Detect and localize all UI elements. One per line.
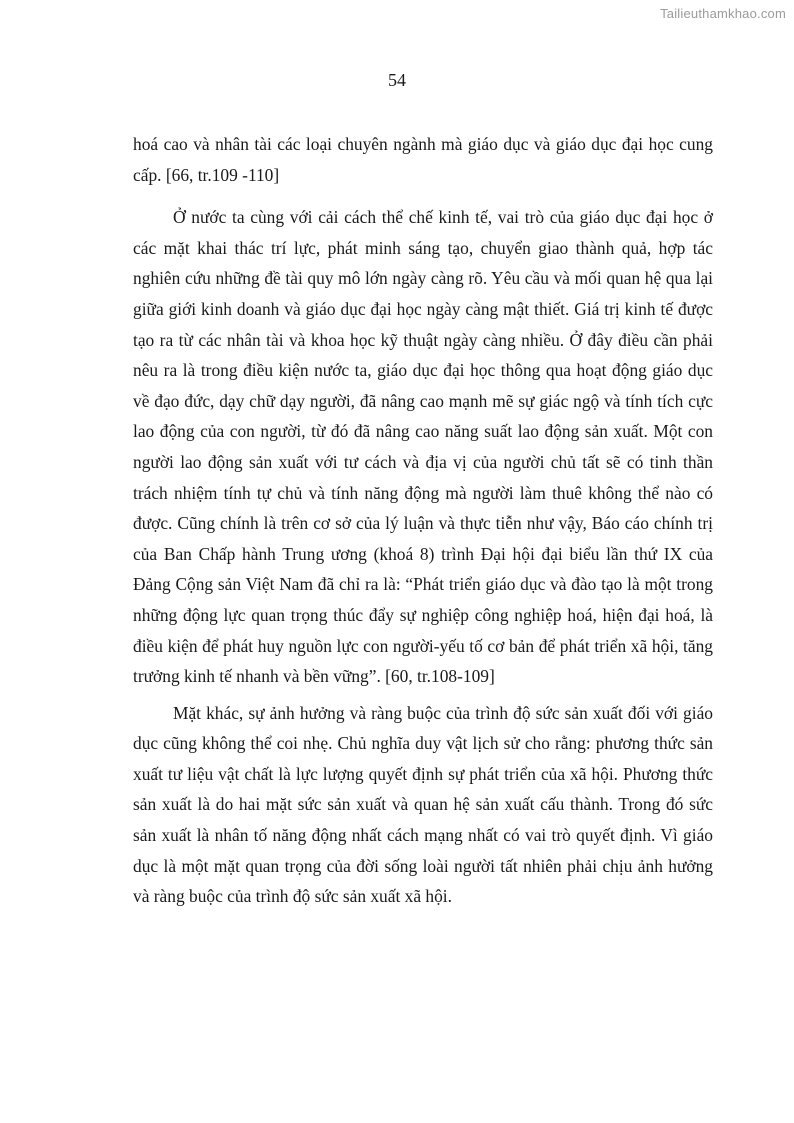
paragraph-economic-role: Ở nước ta cùng với cải cách thể chế kinh tế, vai trò của giáo dục đại học ở các mặt khai thác trí lực, phát minh sáng tạo, chuyển giao thành quả, hợp tác nghiên cứu những đề tài quy mô lớn ngày càng rõ. Yêu cầu và mối quan hệ qua lại giữa giới kinh doanh và giáo dục đại học ngày càng mật thiết. Giá trị kinh tế được tạo ra từ các nhân tài và khoa học kỹ thuật ngày càng nhiều. Ở đây điều cần phải nêu ra là trong điều kiện nước ta, giáo dục đại học thông qua hoạt động giáo dục về đạo đức, dạy chữ dạy người, đã nâng cao mạnh mẽ sự giác ngộ và tính tích cực lao động của con người, từ đó đã nâng cao năng suất lao động sản xuất. Một con người lao động sản xuất với tư cách và địa vị của người chủ tất sẽ có tinh thần trách nhiệm tính tự chủ và tính năng động mà người làm thuê không thể nào có được. Cũng chính là trên cơ sở của lý luận và thực tiễn như vậy, Báo cáo chính trị của Ban Chấp hành Trung ương (khoá 8) trình Đại hội đại biểu lần thứ IX của Đảng Cộng sản Việt Nam đã chỉ ra là: “Phát triển giáo dục và đào tạo là một trong những động lực quan trọng thúc đẩy sự nghiệp công nghiệp hoá, hiện đại hoá, là điều kiện để phát huy nguồn lực con người-yếu tố cơ bản để phát triển xã hội, tăng trưởng kinh tế nhanh và bền vững”. [60, tr.108-109] <box>133 207 713 687</box>
watermark-text: Tailieuthamkhao.com <box>660 6 786 21</box>
paragraph-continuation: hoá cao và nhân tài các loại chuyên ngành mà giáo dục và giáo dục đại học cung cấp. [66, tr.109 -110] <box>133 134 713 185</box>
paragraph-production-forces: Mặt khác, sự ảnh hưởng và ràng buộc của trình độ sức sản xuất đối với giáo dục cũng không thể coi nhẹ. Chủ nghĩa duy vật lịch sử cho rằng: phương thức sản xuất tư liệu vật chất là lực lượng quyết định sự phát triển của xã hội. Phương thức sản xuất là do hai mặt sức sản xuất và quan hệ sản xuất cấu thành. Trong đó sức sản xuất là nhân tố năng động nhất cách mạng nhất có vai trò quyết định. Vì giáo dục là một mặt quan trọng của đời sống loài người tất nhiên phải chịu ảnh hưởng và ràng buộc của trình độ sức sản xuất xã hội. <box>133 702 713 907</box>
page-number: 54 <box>388 70 406 90</box>
document-body <box>133 129 713 918</box>
